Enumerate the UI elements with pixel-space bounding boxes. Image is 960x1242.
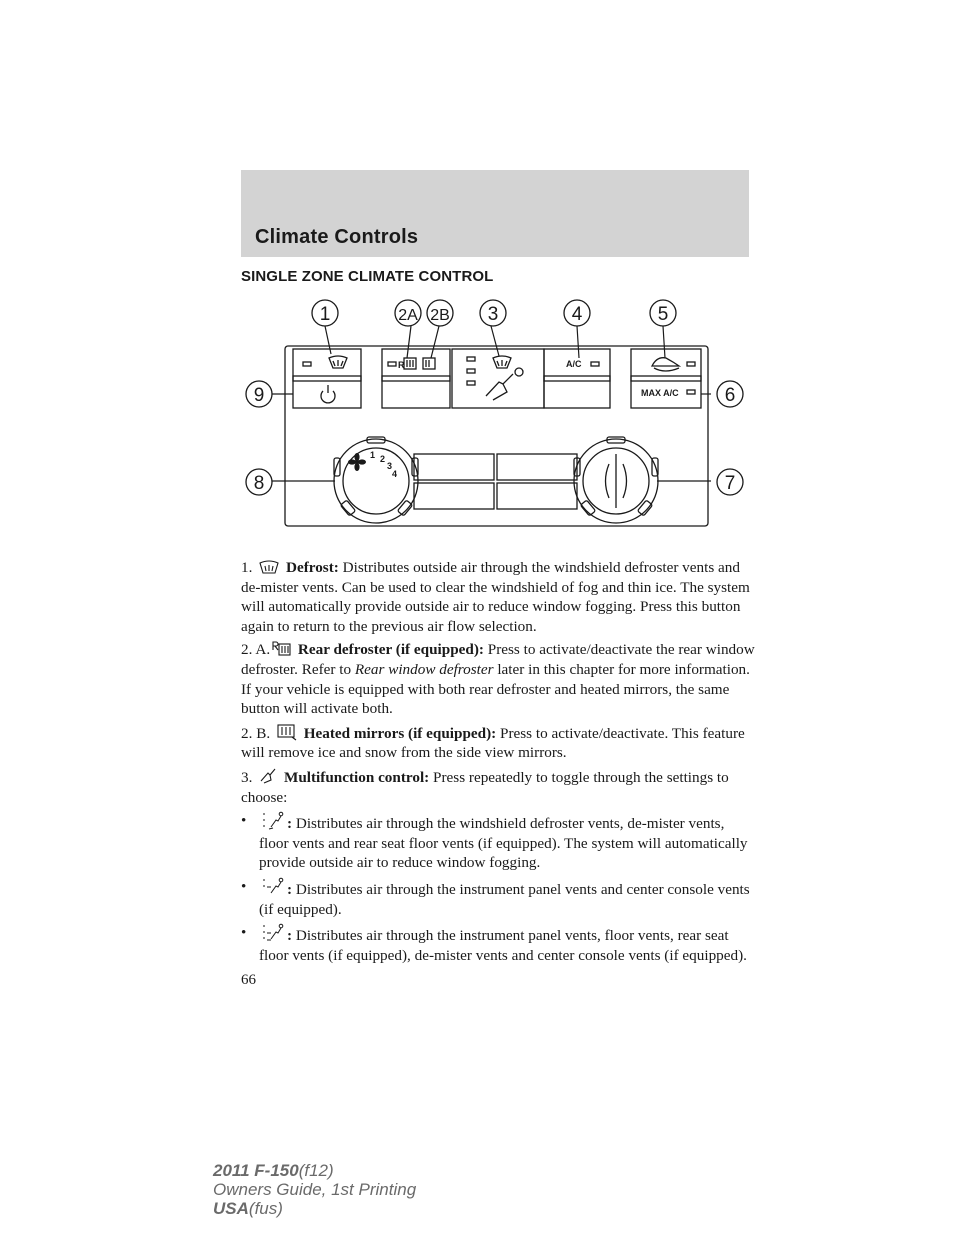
footer-model: 2011 F-150 (213, 1161, 299, 1180)
item-title: Multifunction control: (283, 768, 430, 786)
footer-market: USA (213, 1199, 249, 1218)
panel-floor-mode-icon (261, 923, 285, 943)
fan-knob-bezel (334, 439, 418, 523)
climate-control-diagram (241, 296, 751, 536)
bullet-dot: • (241, 924, 247, 942)
fan-knob[interactable] (343, 448, 409, 514)
item-number: 3. (241, 768, 253, 786)
footer-line-1 (213, 1161, 416, 1180)
callout-label-6: 6 (724, 385, 736, 406)
bullet-dot: • (241, 812, 247, 830)
callout-label-2a: 2A (398, 307, 418, 324)
bullet-colon: : (287, 880, 293, 898)
page-number: 66 (241, 972, 256, 988)
center-block-1 (414, 454, 494, 480)
item-title: Heated mirrors (if equipped): (303, 724, 497, 742)
callout-label-3: 3 (487, 304, 499, 325)
max-ac-label: MAX A/C (641, 388, 679, 398)
item-text: Distributes outside air through the windshield defroster vents and de-mister vents. Can be used to clear the windshield of fog and thin ice. The system will automatically provide outside air to reduce window fogging. Press this button again to return to the previous air flow selection. (241, 559, 750, 635)
footer-line-2: Owners Guide, 1st Printing (213, 1180, 417, 1199)
section-heading: SINGLE ZONE CLIMATE CONTROL (241, 268, 494, 285)
fan-icon (348, 453, 366, 471)
rear-label: R (398, 360, 405, 370)
item-text: Press to activate/deactivate. This feature will remove ice and snow from the side view mirrors. (241, 724, 745, 762)
item-number: 2. B. (241, 724, 271, 742)
bullet-text: Distributes air through the instrument panel vents, floor vents, rear seat floor vents (if equipped), de-mister vents and center console vents (if equipped). (259, 927, 747, 964)
footer-code: (f12) (298, 1161, 334, 1180)
item-reference: Rear window defroster (354, 660, 494, 678)
bullet-text: Distributes air through the windshield defroster vents, de-mister vents, floor vents and rear seat floor vents (if equipped). The system will automatically provide outside air to reduce window fogging. (259, 815, 748, 872)
rear-defrost-icon (272, 641, 292, 657)
item-number: 1. (241, 559, 253, 576)
footer-market-code: (fus) (248, 1199, 283, 1218)
callout-label-4: 4 (571, 304, 583, 325)
callout-label-2b: 2B (430, 307, 450, 324)
bullet-colon: : (287, 815, 293, 833)
body-text (241, 558, 756, 969)
footer (213, 1161, 416, 1218)
center-block-2 (497, 454, 577, 480)
item-text: Press repeatedly to toggle through the settings to choose: (241, 768, 729, 806)
item-multifunction (241, 767, 756, 807)
callout-label-7: 7 (724, 473, 736, 494)
item-text: Press to activate/deactivate the rear window defroster. Refer to (241, 641, 755, 678)
bullet-item (241, 923, 756, 965)
callout-label-5: 5 (657, 304, 669, 325)
bullet-colon: : (287, 927, 293, 945)
bullet-dot: • (241, 877, 247, 895)
bullet-text: Distributes air through the instrument panel vents and center console vents (if equipped). (259, 880, 750, 918)
callout-label-8: 8 (253, 473, 265, 494)
panel-vent-mode-icon (261, 877, 285, 897)
footer-line-3 (213, 1199, 416, 1218)
ac-label: A/C (566, 359, 582, 369)
item-heated-mirrors (241, 723, 756, 763)
fan-speed-3: 3 (387, 461, 393, 471)
item-rear-defroster (241, 640, 756, 718)
multifunction-icon (258, 767, 278, 785)
bullet-item (241, 877, 756, 919)
bullet-item (241, 811, 756, 873)
item-defrost (241, 558, 756, 636)
defrost-icon (258, 559, 280, 575)
fan-speed-1: 1 (370, 450, 376, 460)
item-text: later in this chapter for more information. If your vehicle is equipped with both rear defroster and heated mirrors, the same button will activate both. (241, 660, 750, 718)
multifunction-button[interactable] (452, 349, 544, 408)
heated-mirror-icon (276, 723, 298, 741)
fan-speed-4: 4 (392, 469, 398, 479)
item-title: Defrost: (285, 559, 339, 576)
fan-speed-2: 2 (380, 454, 386, 464)
item-title: Rear defroster (if equipped): (297, 641, 484, 659)
defrost-floor-mode-icon (261, 811, 285, 831)
item-number: 2. A. (241, 641, 271, 659)
center-block-4 (497, 483, 577, 509)
page-title: Climate Controls (255, 226, 419, 248)
center-block-3 (414, 483, 494, 509)
callout-label-1: 1 (319, 304, 331, 325)
callout-label-9: 9 (253, 385, 265, 406)
